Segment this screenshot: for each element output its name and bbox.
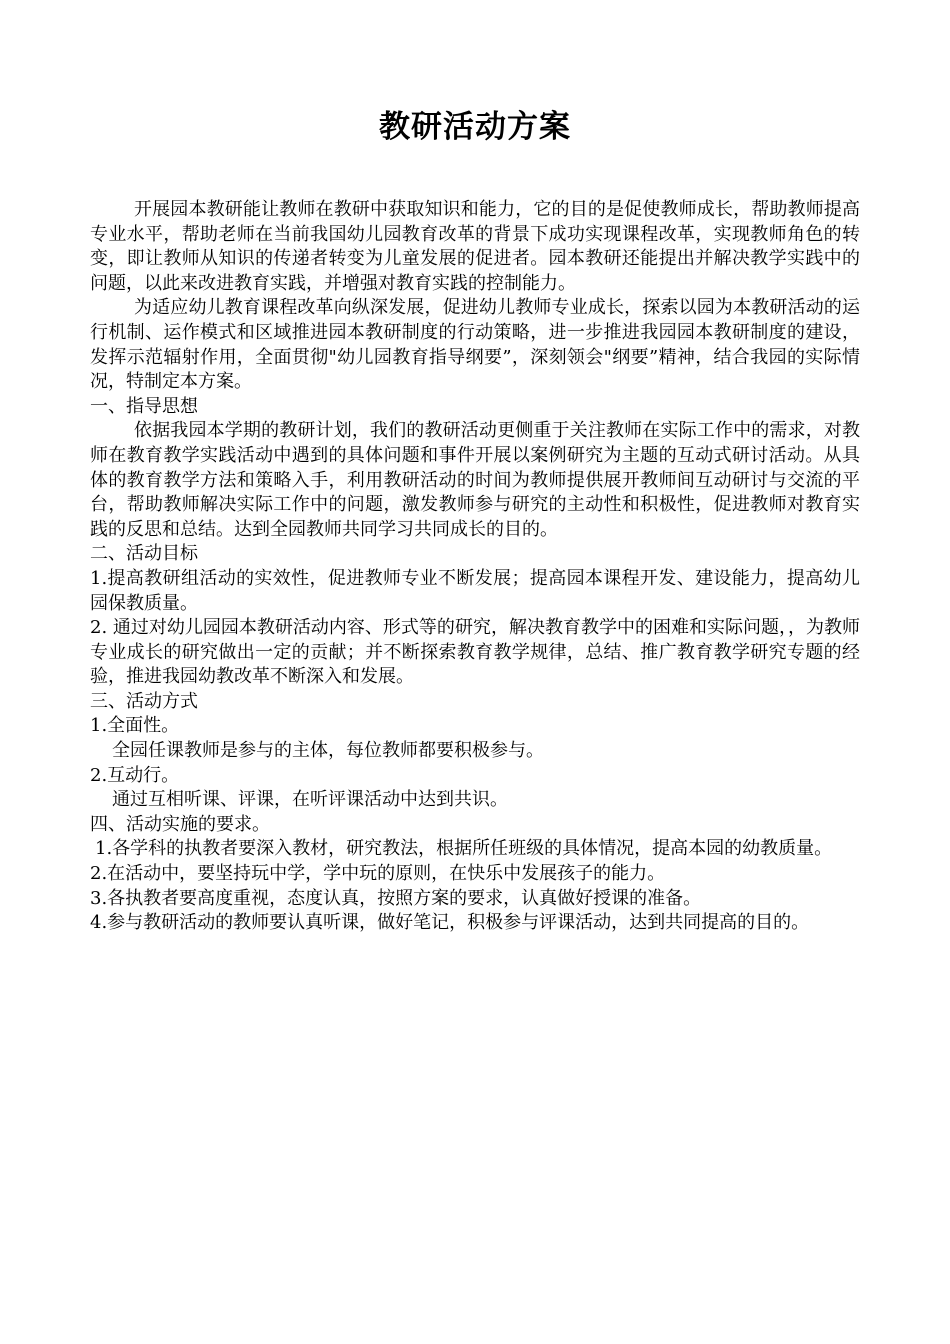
requirement-item-1: 1.各学科的执教者要深入教材，研究教法，根据所任班级的具体情况，提高本园的幼教质量。: [95, 838, 833, 860]
intro-paragraph-2: 为适应幼儿教育课程改革向纵深发展，促进幼儿教师专业成长，探索以园为本教研活动的运行机制、运作模式和区域推进园本教研制度的行动策略，进一步推进我园园本教研制度的建设，发挥示范辐射作用，全面贯彻"幼儿园教育指导纲要”，深刻领会"纲要”精神，结合我园的实际情况，特制定本方案。: [90, 297, 860, 393]
document-body: [90, 198, 860, 936]
section-heading-guiding-thought: 一、指导思想: [90, 395, 198, 417]
method-item-1-text: 全园任课教师是参与的主体，每位教师都要积极参与。: [112, 740, 544, 762]
method-item-2-title: 2.互动行。: [90, 764, 180, 786]
intro-paragraph-1: 开展园本教研能让教师在教研中获取知识和能力，它的目的是促使教师成长，帮助教师提高专业水平，帮助老师在当前我国幼儿园教育改革的背景下成功实现课程改革，实现教师角色的转变，即让教师从知识的传递者转变为儿童发展的促进者。园本教研还能提出并解决教学实践中的问题，以此来改进教育实践，并增强对教育实践的控制能力。: [90, 199, 860, 294]
requirement-item-2: 2.在活动中，要坚持玩中学，学中玩的原则，在快乐中发展孩子的能力。: [90, 863, 666, 885]
method-item-2-text: 通过互相听课、评课，在听评课活动中达到共识。: [112, 789, 508, 811]
section-heading-activity-goals: 二、活动目标: [90, 543, 198, 565]
document-page: [90, 0, 860, 936]
method-item-1-title: 1.全面性。: [90, 715, 180, 737]
section-heading-implementation-requirements: 四、活动实施的要求。: [90, 813, 270, 835]
goal-item-1: 1.提高教研组活动的实效性，促进教师专业不断发展；提高园本课程开发、建设能力，提高幼儿园保教质量。: [90, 567, 860, 614]
goal-item-2: 2. 通过对幼儿园园本教研活动内容、形式等的研究，解决教育教学中的困难和实际问题，，为教师专业成长的研究做出一定的贡献；并不断探索教育教学规律，总结、推广教育教学研究专题的经验，推进我园幼教改革不断深入和发展。: [90, 617, 860, 688]
requirement-item-4: 4.参与教研活动的教师要认真听课，做好笔记，积极参与评课活动，达到共同提高的目的。: [90, 912, 810, 934]
requirement-item-3: 3.各执教者要高度重视，态度认真，按照方案的要求，认真做好授课的准备。: [90, 887, 702, 909]
section-heading-activity-methods: 三、活动方式: [90, 690, 198, 712]
document-title: 教研活动方案: [379, 109, 571, 145]
guiding-thought-paragraph: 依据我园本学期的教研计划，我们的教研活动更侧重于关注教师在实际工作中的需求，对教师在教育教学实践活动中遇到的具体问题和事件开展以案例研究为主题的互动式研讨活动。从具体的教育教学方法和策略入手，利用教研活动的时间为教师提供展开教师间互动研讨与交流的平台，帮助教师解决实际工作中的问题，激发教师参与研究的主动性和积极性，促进教师对教育实践的反思和总结。达到全园教师共同学习共同成长的目的。: [90, 420, 860, 540]
